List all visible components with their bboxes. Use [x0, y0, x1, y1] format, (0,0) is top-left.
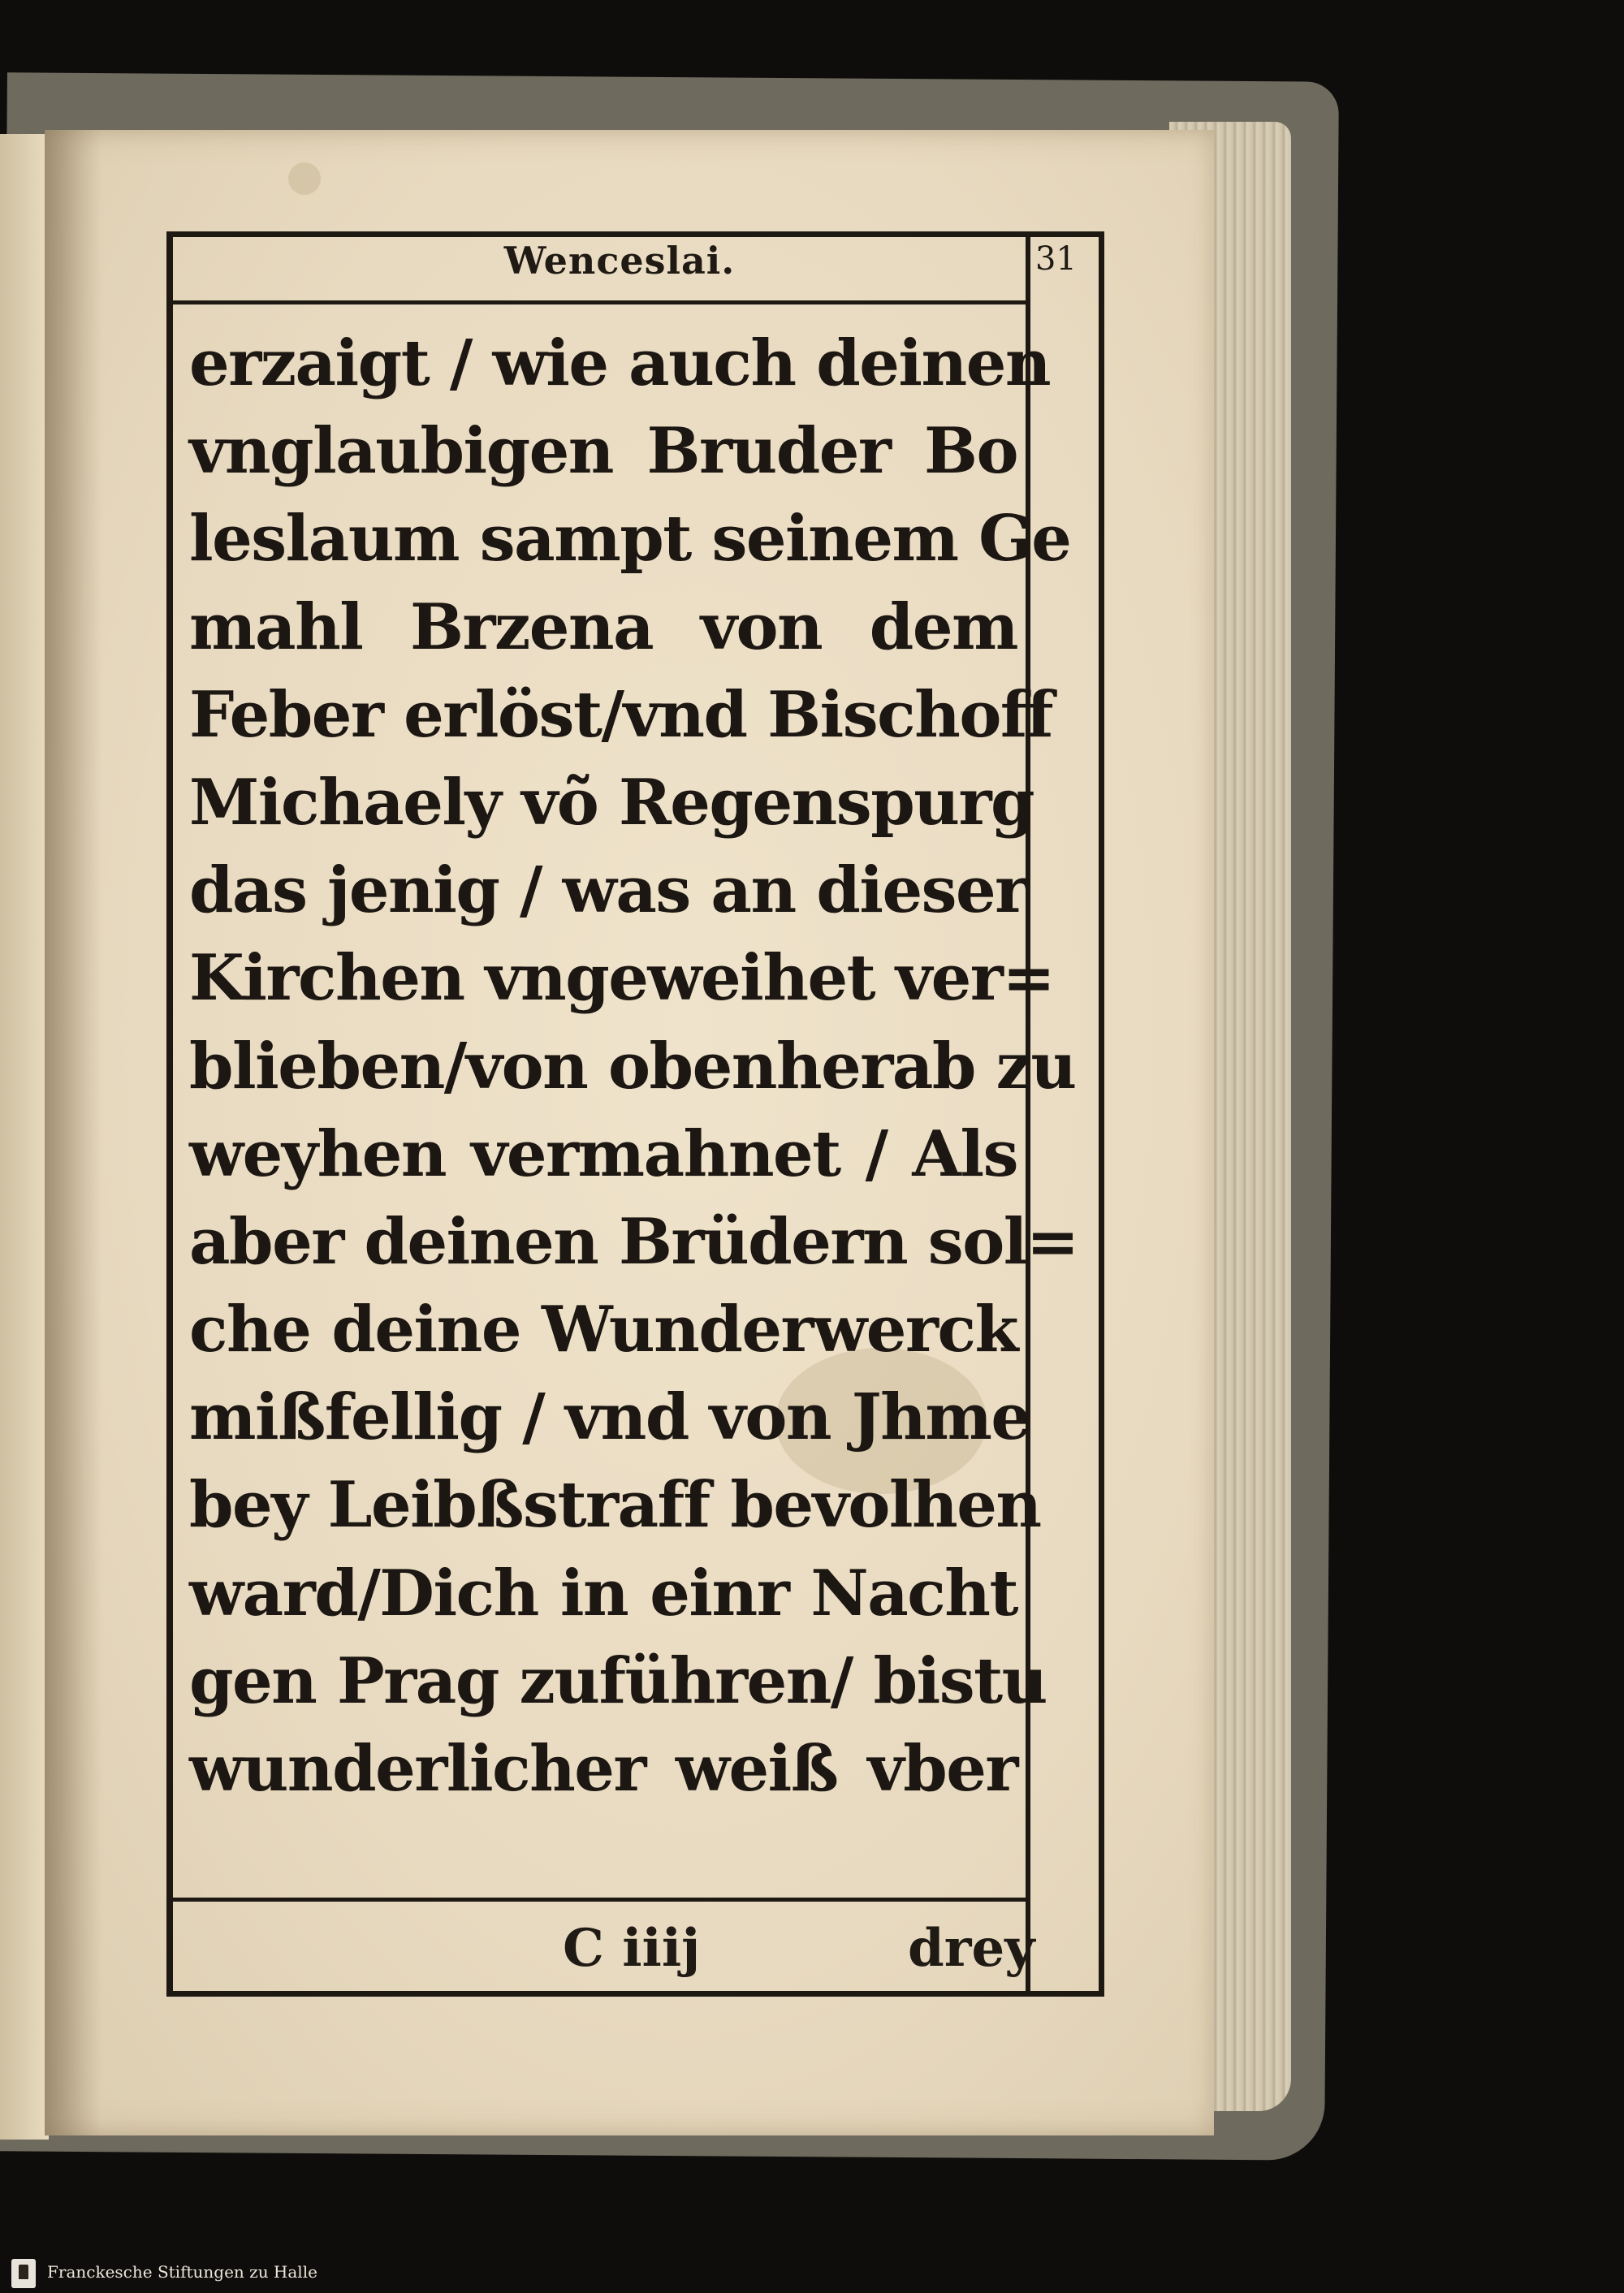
text-line: Michaely võ Regenspurg [189, 765, 1034, 840]
text-line: erzaigt / wie auch deinen [189, 326, 1051, 400]
text-line: Feber erlöst/vnd Bischoff [189, 677, 1052, 752]
running-head: Wenceslai. [503, 239, 736, 283]
gutter-shadow [45, 130, 102, 2135]
text-line: blieben/von obenherab zu [189, 1029, 1076, 1103]
text-line: das jenig / was an dieser [189, 853, 1027, 928]
text-line: bey Leibßstraff bevolhen [189, 1468, 1041, 1543]
text-line: weyhen vermahnet / Als [189, 1116, 1017, 1191]
text-line: leslaum sampt seinem Ge [189, 502, 1071, 576]
archive-logo-icon [11, 2259, 36, 2288]
text-line: wunderlicher weiß vber [189, 1732, 1017, 1806]
frame-inner-rule [1026, 237, 1030, 1991]
archive-footer [0, 2254, 1624, 2293]
text-line: gen Prag zuführen/ bistu [189, 1643, 1047, 1718]
page-number: 31 [1035, 240, 1077, 278]
signature-mark: C iiij [563, 1918, 701, 1979]
catchword: drey [908, 1918, 1035, 1979]
text-line: mißfellig / vnd von Jhme [189, 1380, 1030, 1455]
text-line: che deine Wunderwerck [189, 1293, 1017, 1367]
header-rule [173, 300, 1026, 304]
text-line: aber deinen Brüdern sol= [189, 1204, 1078, 1279]
archive-credit: Franckesche Stiftungen zu Halle [47, 2262, 317, 2282]
paper-stain [288, 162, 321, 195]
body-text [189, 320, 1078, 1813]
text-line: Kirchen vngeweihet ver= [189, 941, 1055, 1016]
footer-rule [173, 1898, 1026, 1902]
text-line: ward/Dich in einr Nacht [189, 1556, 1017, 1630]
facing-page-edge [0, 134, 49, 2140]
text-line: vnglaubigen Bruder Bo [189, 414, 1017, 489]
text-line: mahl Brzena von dem [189, 589, 1017, 664]
book-page [45, 130, 1214, 2135]
printed-frame [166, 231, 1104, 1997]
